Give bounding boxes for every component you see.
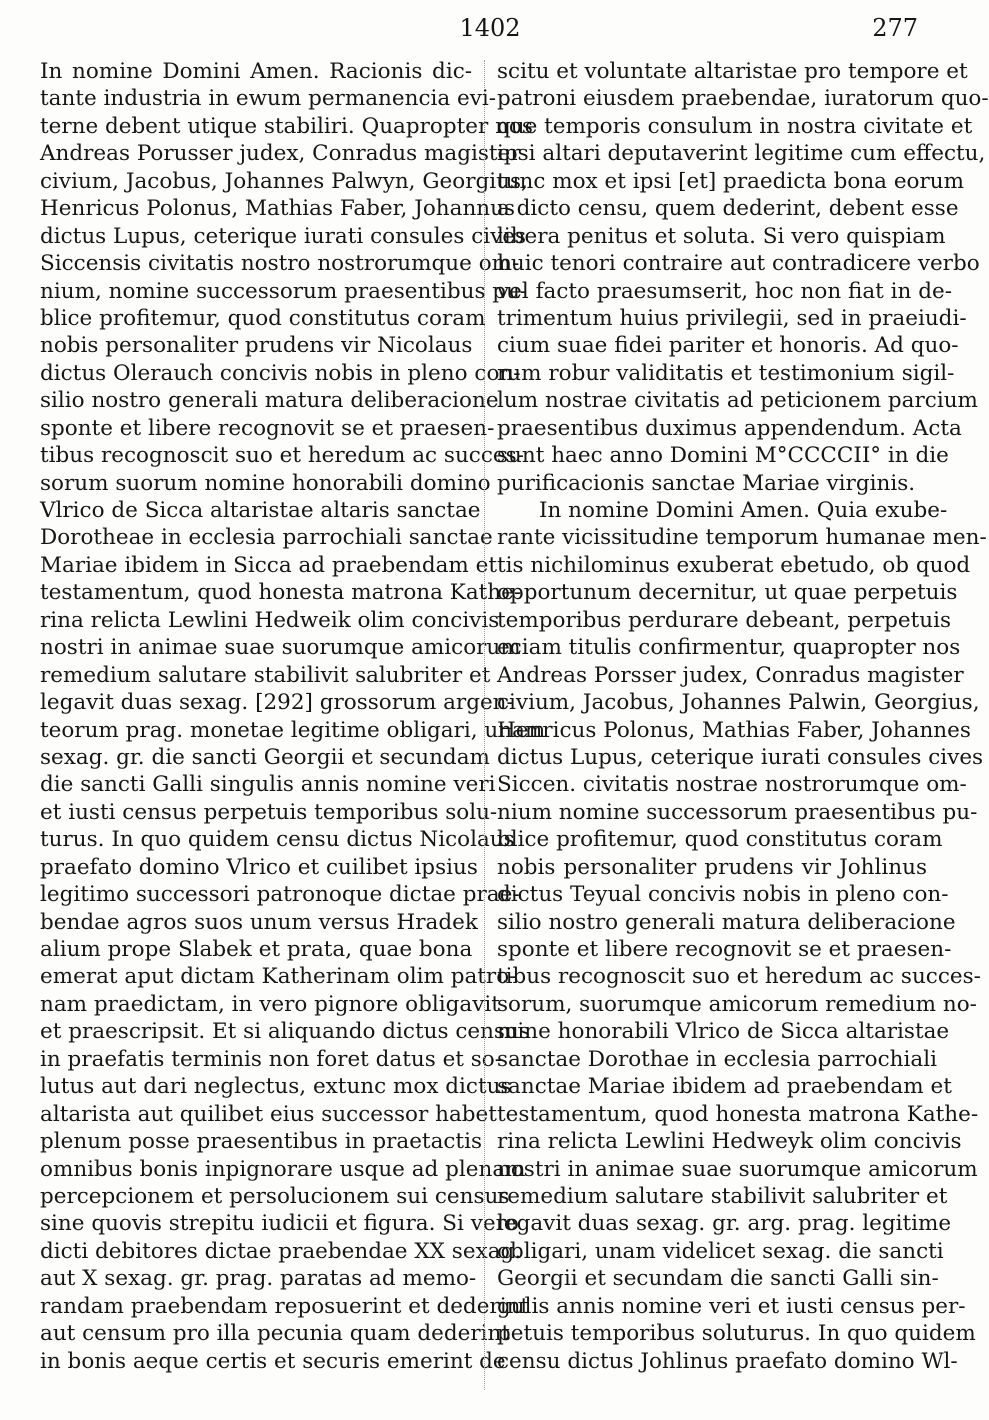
text-line: praesentibus duximus appendendum. Acta: [497, 415, 962, 441]
text-line: lum nostrae civitatis ad peticionem parcium: [497, 388, 978, 414]
text-line: in bonis aeque certis et securis emerint de: [40, 1348, 506, 1374]
text-line: sunt haec anno Domini M°CCCCII° in die: [497, 443, 949, 469]
text-line: mine honorabili Vlrico de Sicca altaristae: [497, 1019, 950, 1045]
text-line: trimentum huius privilegii, sed in praeiudi-: [497, 305, 967, 331]
text-line: turus. In quo quidem censu dictus Nicolaus: [40, 827, 515, 853]
text-line: vel facto praesumserit, hoc non fiat in de-: [497, 278, 952, 304]
text-line: obligari, unam videlicet sexag. die sancti: [497, 1238, 944, 1264]
text-line: libera penitus et soluta. Si vero quispiam: [497, 223, 946, 249]
text-line: sorum, suorumque amicorum remedium no-: [497, 991, 977, 1017]
text-line: testamentum, quod honesta matrona Kathe-: [40, 580, 522, 606]
text-line: In nomine Domini Amen. Racionis dic-: [40, 59, 472, 84]
text-line: testamentum, quod honesta matrona Kathe-: [497, 1101, 979, 1127]
text-line: nium, nomine successorum praesentibus pu-: [40, 278, 528, 304]
text-line: nium nomine successorum praesentibus pu-: [497, 799, 978, 825]
text-line: et iusti census perpetuis temporibus solu-: [40, 799, 498, 825]
text-line: dictus Olerauch concivis nobis in pleno con-: [40, 360, 521, 386]
text-line: sine quovis strepitu iudicii et figura. Si vero: [40, 1211, 519, 1237]
text-line: tibus recognoscit suo et heredum ac succes-: [40, 443, 524, 469]
text-line: altarista aut quilibet eius successor habet: [40, 1101, 497, 1127]
text-line: a dicto censu, quem dederint, debent esse: [497, 196, 959, 222]
text-line: dictus Teyual concivis nobis in pleno con-: [497, 882, 949, 908]
text-line: scitu et voluntate altaristae pro tempore et: [497, 59, 968, 84]
text-line: purificacionis sanctae Mariae virginis.: [497, 470, 916, 496]
text-line: et praescripsit. Et si aliquando dictus census: [40, 1019, 530, 1045]
text-line: remedium salutare stabilivit salubriter et: [497, 1183, 948, 1209]
text-line: censu dictus Johlinus praefato domino Wl-: [497, 1348, 958, 1374]
text-line: Dorotheae in ecclesia parrochiali sanctae: [40, 525, 493, 551]
text-line: rante vicissitudine temporum humanae men-: [497, 525, 987, 551]
text-line: silio nostro generali matura deliberacione: [497, 909, 956, 935]
column-divider: [484, 60, 485, 1390]
text-line: dictus Lupus, ceterique iurati consules cives: [497, 744, 984, 770]
text-line: silio nostro generali matura deliberacione: [40, 388, 499, 414]
text-line: temporibus perdurare debeant, perpetuis: [497, 607, 951, 633]
text-line: emerat aput dictam Katherinam olim patro-: [40, 964, 517, 990]
text-line: Henricus Polonus, Mathias Faber, Johannes: [497, 717, 971, 743]
text-line: bendae agros suos unum versus Hradek: [40, 909, 478, 935]
text-line: nam praedictam, in vero pignore obligavit: [40, 991, 500, 1017]
text-line: patroni eiusdem praebendae, iuratorum quo-: [497, 86, 989, 112]
text-line: lutus aut dari neglectus, extunc mox dictus: [40, 1074, 512, 1100]
text-line: omnibus bonis inpignorare usque ad plenam: [40, 1156, 526, 1182]
text-line: praefato domino Vlrico et cuilibet ipsius: [40, 854, 478, 880]
text-line: dictus Lupus, ceterique iurati consules cives: [40, 223, 527, 249]
text-line: Georgii et secundam die sancti Galli sin-: [497, 1266, 939, 1292]
text-line: randam praebendam reposuerint et dederint: [40, 1293, 530, 1319]
text-line: legitimo successori patronoque dictae prae-: [40, 882, 520, 908]
text-line: remedium salutare stabilivit salubriter et: [40, 662, 491, 688]
text-line: tante industria in ewum permanencia evi-: [40, 86, 497, 112]
text-line: sponte et libere recognovit se et praesen-: [497, 937, 952, 962]
text-line: terne debent utique stabiliri. Quapropter nos: [40, 113, 533, 139]
text-line: huic tenori contraire aut contradicere verbo: [497, 251, 980, 277]
text-line: percepcionem et persolucionem sui census: [40, 1183, 510, 1209]
text-line: teorum prag. monetae legitime obligari, unam: [40, 717, 546, 743]
text-line: dicti debitores dictae praebendae XX sexag.: [40, 1238, 522, 1264]
text-line: tunc mox et ipsi [et] praedicta bona eorum: [497, 168, 964, 194]
text-line: blice profitemur, quod constitutus coram: [40, 305, 486, 331]
text-line: Andreas Porsser judex, Conradus magister: [497, 662, 964, 688]
text-line: plenum posse praesentibus in praetactis: [40, 1129, 482, 1155]
text-line: Siccensis civitatis nostro nostrorumque om-: [40, 251, 520, 277]
page-header: [0, 8, 960, 44]
text-line: nostri in animae suae suorumque amicorum: [497, 1156, 978, 1182]
text-line: petuis temporibus soluturus. In quo quidem: [497, 1321, 976, 1347]
text-line: sanctae Mariae ibidem ad praebendam et: [497, 1074, 952, 1100]
text-line: alium prope Slabek et prata, quae bona: [40, 937, 473, 962]
text-line: nobis personaliter prudens vir Nicolaus: [40, 333, 473, 359]
text-line: Vlrico de Sicca altaristae altaris sanctae: [40, 498, 481, 523]
page-number: 277: [872, 14, 918, 42]
text-line: Mariae ibidem in Sicca ad praebendam et: [40, 552, 497, 578]
text-line: blice profitemur, quod constitutus coram: [497, 827, 943, 853]
text-line: sexag. gr. die sancti Georgii et secundam: [40, 744, 490, 770]
text-line: rina relicta Lewlini Hedweyk olim concivis: [497, 1129, 962, 1155]
text-line: cium suae fidei pariter et honoris. Ad quo-: [497, 333, 959, 359]
text-line: civium, Jacobus, Johannes Palwin, Georgius,: [497, 690, 980, 716]
text-line: nobis personaliter prudens vir Johlinus: [497, 854, 927, 880]
text-line: aut censum pro illa pecunia quam dederint: [40, 1321, 510, 1347]
text-line: que temporis consulum in nostra civitate et: [497, 113, 973, 139]
text-line: Siccen. civitatis nostrae nostrorumque om-: [497, 772, 967, 798]
text-line: ipsi altari deputaverint legitime cum effectu,: [497, 141, 986, 167]
text-line: legavit duas sexag. gr. arg. prag. legitime: [497, 1211, 952, 1237]
text-line: sorum suorum nomine honorabili domino: [40, 470, 491, 496]
year-heading: 1402: [459, 14, 521, 42]
text-line: nostri in animae suae suorumque amicorum: [40, 635, 521, 661]
text-line: tibus recognoscit suo et heredum ac succes-: [497, 964, 981, 990]
text-line: in praefatis terminis non foret datus et so-: [40, 1046, 503, 1072]
text-line: aut X sexag. gr. prag. paratas ad memo-: [40, 1266, 477, 1292]
text-line: eciam titulis confirmentur, quapropter nos: [497, 635, 961, 661]
text-line: In nomine Domini Amen. Quia exube-: [539, 498, 948, 523]
text-line: die sancti Galli singulis annis nomine veri: [40, 772, 496, 798]
text-line: sponte et libere recognovit se et praesen-: [40, 415, 495, 441]
text-line: legavit duas sexag. [292] grossorum argen-: [40, 690, 514, 716]
text-line: opportunum decernitur, ut quae perpetuis: [497, 580, 958, 606]
left-column: [40, 58, 546, 1375]
text-line: sanctae Dorothae in ecclesia parrochiali: [497, 1046, 937, 1072]
text-line: Henricus Polonus, Mathias Faber, Johannus: [40, 196, 516, 222]
text-line: rina relicta Lewlini Hedweik olim concivis: [40, 607, 500, 633]
text-line: rum robur validitatis et testimonium sigil-: [497, 360, 955, 386]
text-line: gulis annis nomine veri et iusti census per-: [497, 1293, 966, 1319]
right-column: [497, 58, 989, 1375]
text-line: Andreas Porusser judex, Conradus magister: [40, 141, 521, 167]
text-line: civium, Jacobus, Johannes Palwyn, Georgius,: [40, 168, 528, 194]
text-line: tis nichilominus exuberat ebetudo, ob quod: [497, 552, 971, 578]
